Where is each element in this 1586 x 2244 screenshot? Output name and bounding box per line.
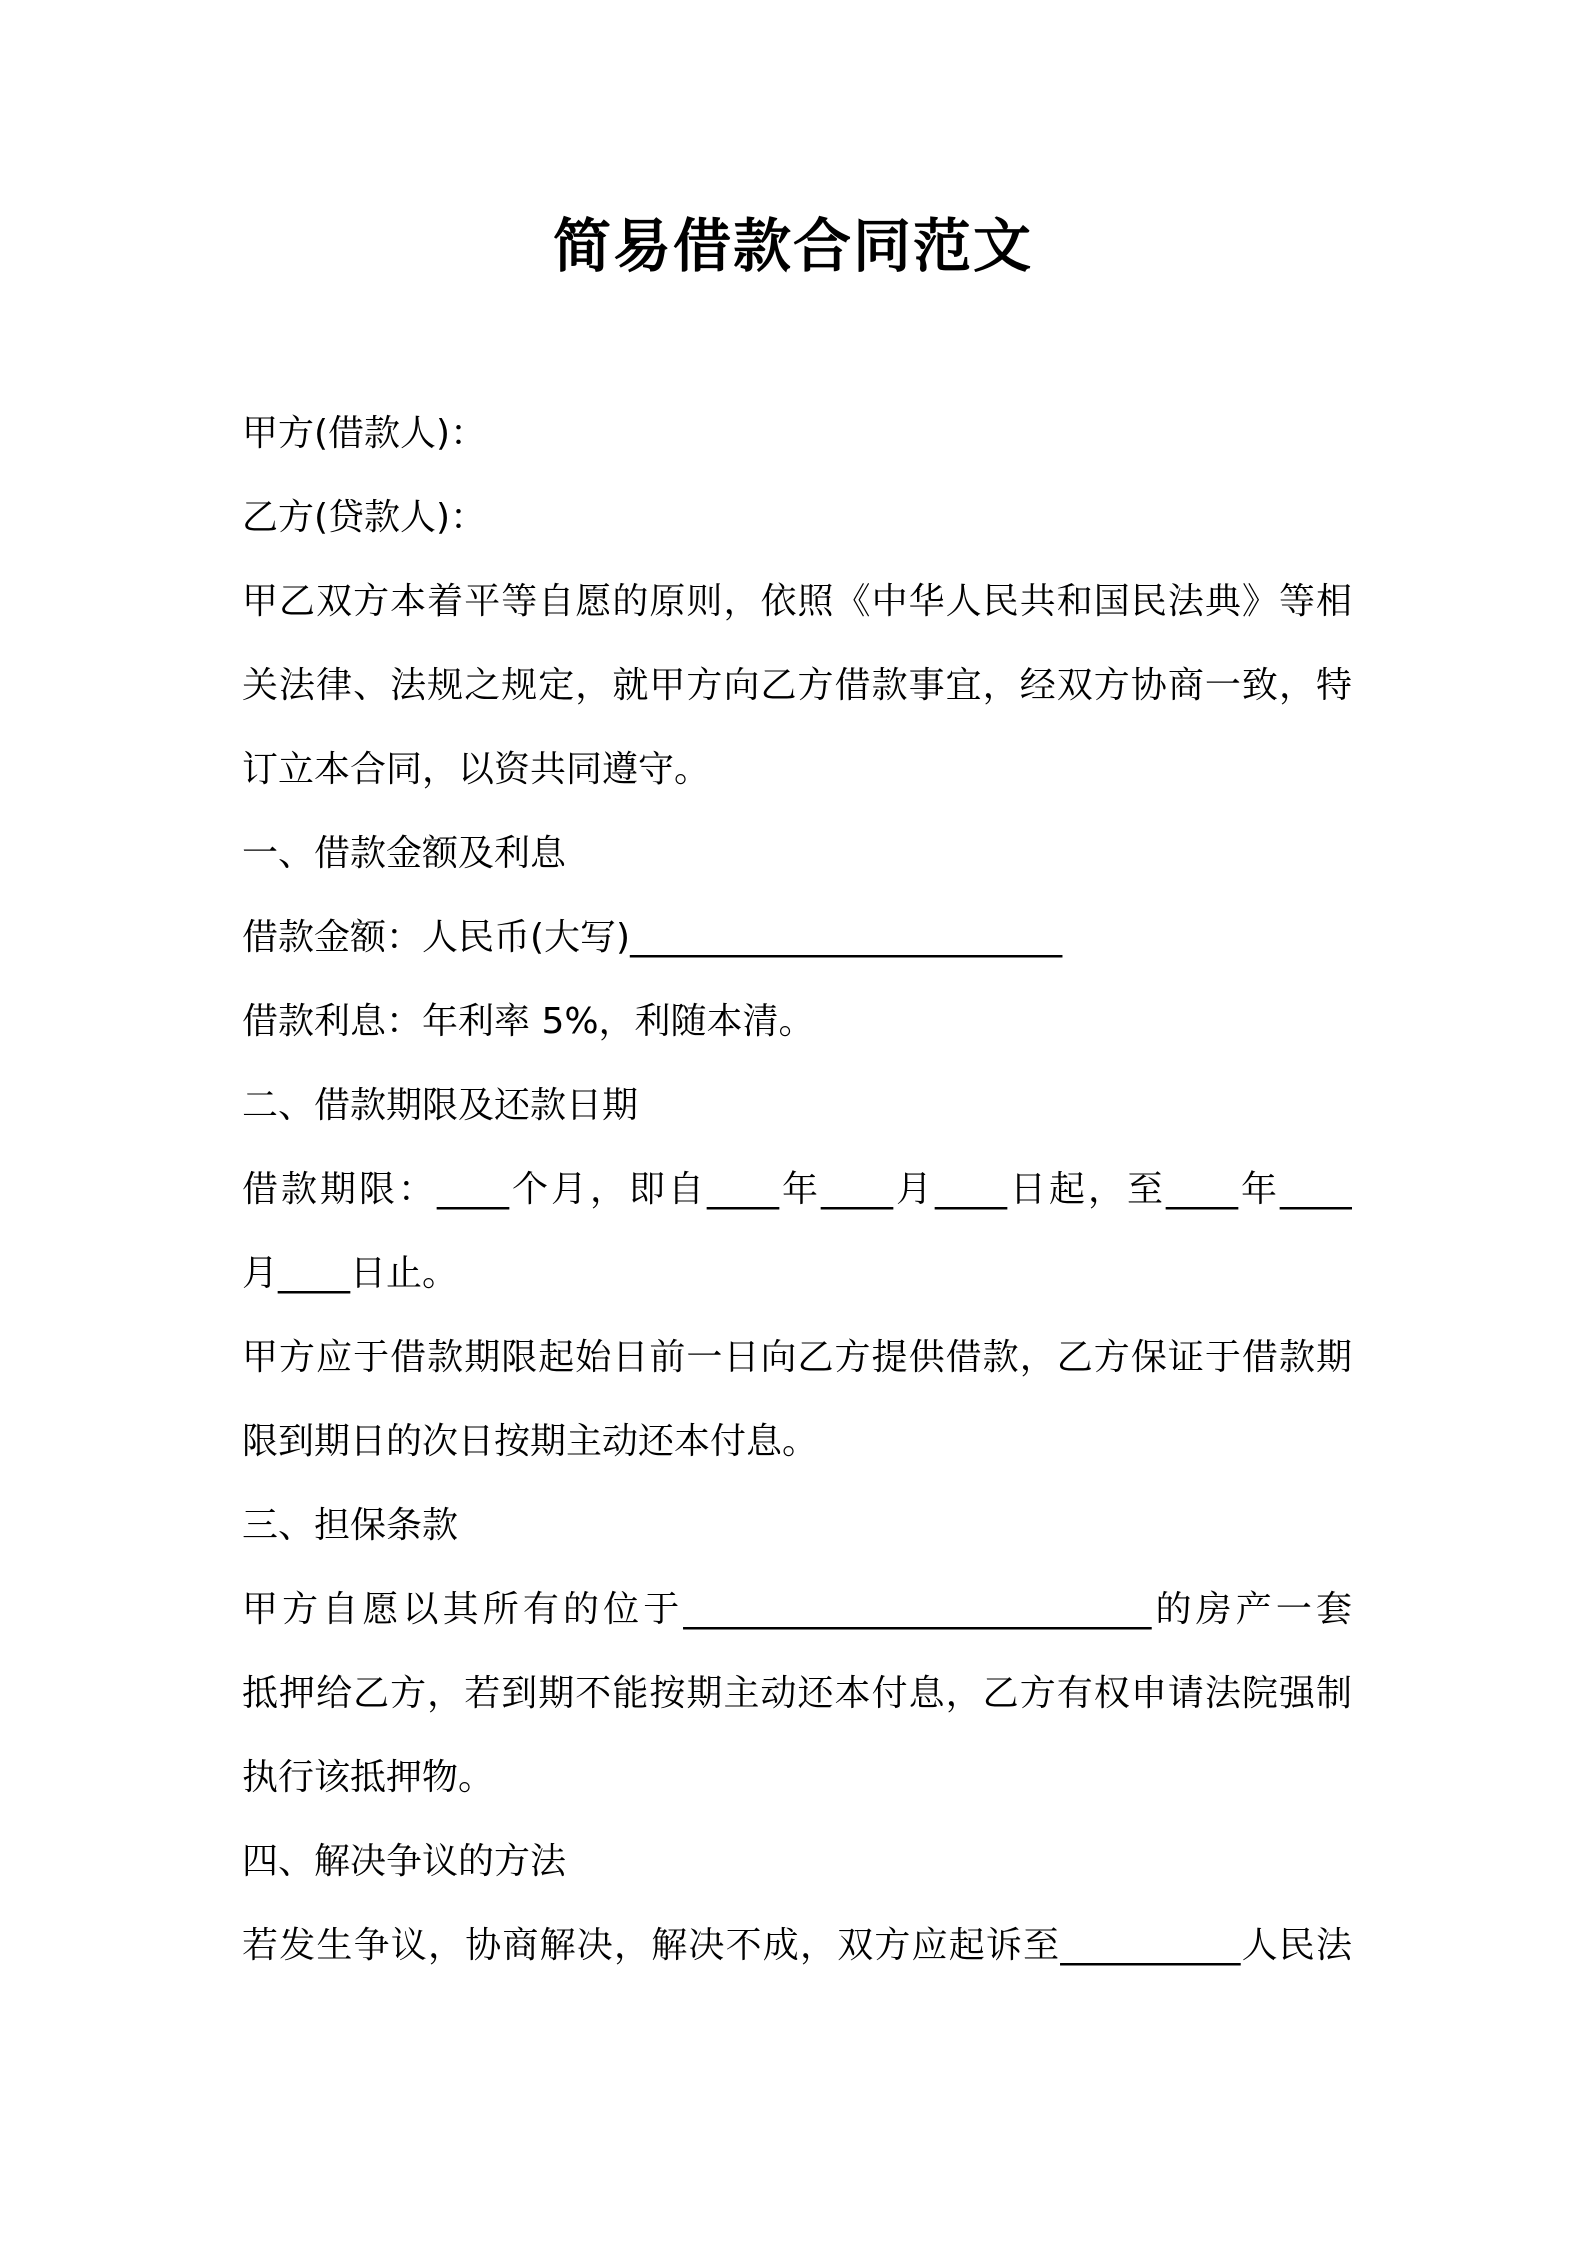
section-3-heading: 三、担保条款	[242, 1505, 459, 1546]
document-title: 简易借款合同范文	[552, 212, 1033, 280]
dispute-line-1: 若发生争议，协商解决，解决不成，双方应起诉至__________人民法	[242, 1925, 1352, 1966]
section-1-heading: 一、借款金额及利息	[242, 833, 567, 874]
loan-term-line-1: 借款期限：____个月，即自____年____月____日起，至____年____	[242, 1169, 1352, 1210]
party-b-line: 乙方(贷款人)：	[242, 497, 487, 538]
section-2-heading: 二、借款期限及还款日期	[242, 1085, 639, 1126]
guarantee-line-1: 甲方自愿以其所有的位于__________________________的房产一套	[242, 1589, 1352, 1630]
loan-amount-line: 借款金额：人民币(大写)________________________	[242, 917, 1063, 958]
repayment-line-2: 限到期日的次日按期主动还本付息。	[242, 1421, 819, 1462]
preamble-line-3: 订立本合同，以资共同遵守。	[242, 749, 711, 790]
preamble-line-2: 关法律、法规之规定，就甲方向乙方借款事宜，经双方协商一致，特	[242, 665, 1352, 706]
party-a-line: 甲方(借款人)：	[242, 413, 487, 454]
guarantee-line-3: 执行该抵押物。	[242, 1757, 495, 1798]
preamble-line-1: 甲乙双方本着平等自愿的原则，依照《中华人民共和国民法典》等相	[242, 581, 1352, 622]
loan-term-line-2: 月____日止。	[242, 1253, 459, 1294]
section-4-heading: 四、解决争议的方法	[242, 1841, 567, 1882]
guarantee-line-2: 抵押给乙方，若到期不能按期主动还本付息，乙方有权申请法院强制	[242, 1673, 1352, 1714]
repayment-line-1: 甲方应于借款期限起始日前一日向乙方提供借款，乙方保证于借款期	[242, 1337, 1352, 1378]
loan-interest-line: 借款利息：年利率 5%，利随本清。	[242, 1001, 815, 1042]
